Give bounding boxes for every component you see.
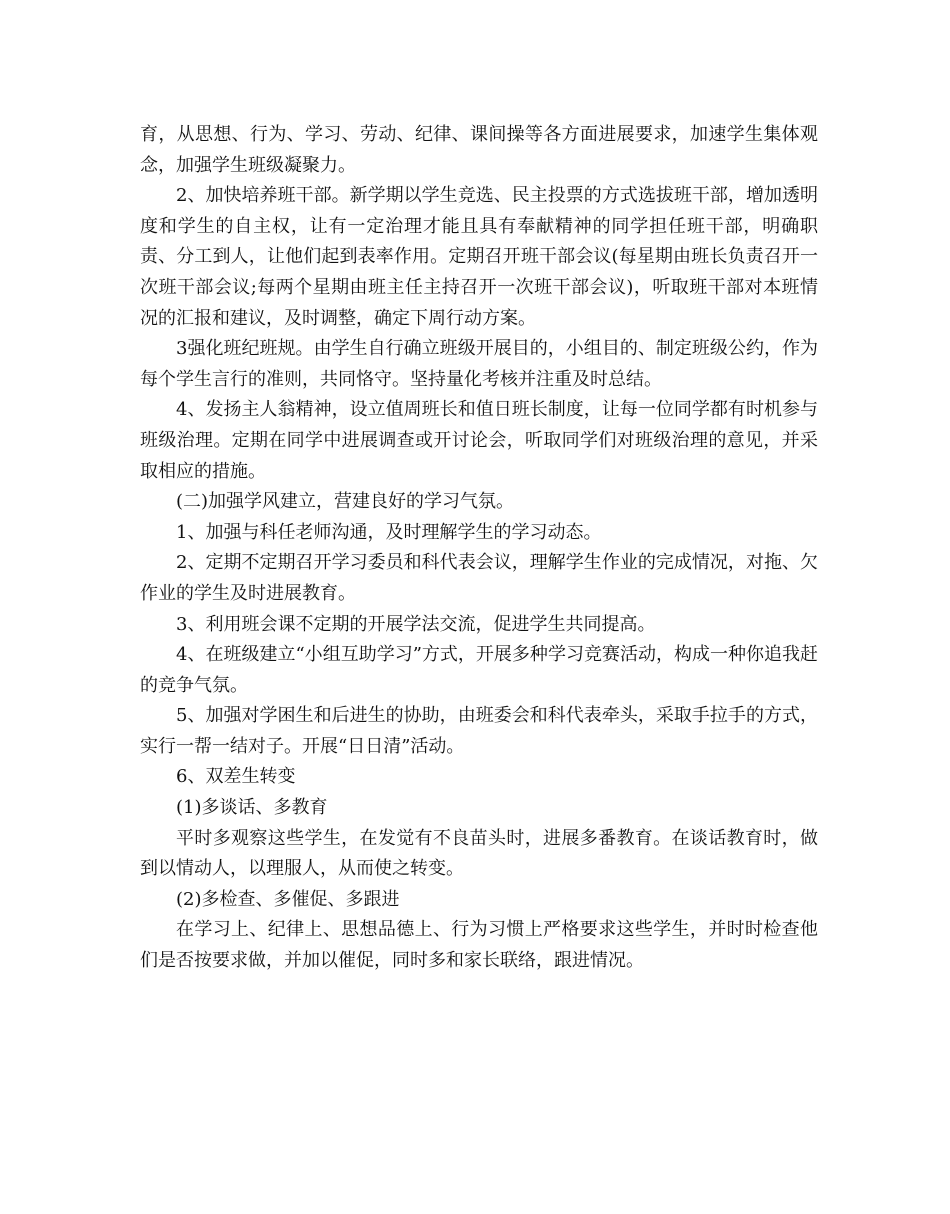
paragraph-15: 在学习上、纪律上、思想品德上、行为习惯上严格要求这些学生，并时时检查他们是否按要求做，并加以催促，同时多和家长联络，跟进情况。 [140,919,818,972]
paragraph-2: 2、加快培养班干部。新学期以学生竞选、民主投票的方式选拔班干部，增加透明度和学生的自主权，让有一定治理才能且具有奉献精神的同学担任班干部，明确职责、分工到人，让他们起到表率作用。定期召开班干部会议(每星期由班长负责召开一次班干部会议;每两个星期由班主任主持召开一次班干部会议)，听取班干部对本班情况的汇报和建议，及时调整，确定下周行动方案。 [140,185,818,329]
paragraph-9: 4、在班级建立“小组互助学习”方式，开展多种学习竞赛活动，构成一种你追我赶的竞争气氛。 [140,644,818,696]
paragraph-7: 2、定期不定期召开学习委员和科代表会议，理解学生作业的完成情况，对拖、欠作业的学生及时进展教育。 [140,552,818,604]
paragraph-5: (二)加强学风建立，营建良好的学习气氛。 [176,491,515,513]
paragraph-1: 育，从思想、行为、学习、劳动、纪律、课间操等各方面进展要求，加速学生集体观念，加强学生班级凝聚力。 [140,124,818,176]
paragraph-4: 4、发扬主人翁精神，设立值周班长和值日班长制度，让每一位同学都有时机参与班级治理。定期在同学中进展调查或开讨论会，听取同学们对班级治理的意见，并采取相应的措施。 [140,399,818,482]
document-body [140,120,818,977]
paragraph-10: 5、加强对学困生和后进生的协助，由班委会和科代表牵头，采取手拉手的方式，实行一帮一结对子。开展“日日清”活动。 [140,705,818,757]
paragraph-13: 平时多观察这些学生，在发觉有不良苗头时，进展多番教育。在谈话教育时，做到以情动人，以理服人，从而使之转变。 [140,827,818,880]
paragraph-11: 6、双差生转变 [176,766,296,788]
paragraph-12: (1)多谈话、多教育 [176,797,328,819]
paragraph-8: 3、利用班会课不定期的开展学法交流，促进学生共同提高。 [176,613,656,635]
paragraph-6: 1、加强与科任老师沟通，及时理解学生的学习动态。 [176,521,602,543]
paragraph-14: (2)多检查、多催促、多跟进 [176,888,400,910]
paragraph-3: 3强化班纪班规。由学生自行确立班级开展目的，小组目的、制定班级公约，作为每个学生言行的准则，共同恪守。坚持量化考核并注重及时总结。 [140,338,818,390]
